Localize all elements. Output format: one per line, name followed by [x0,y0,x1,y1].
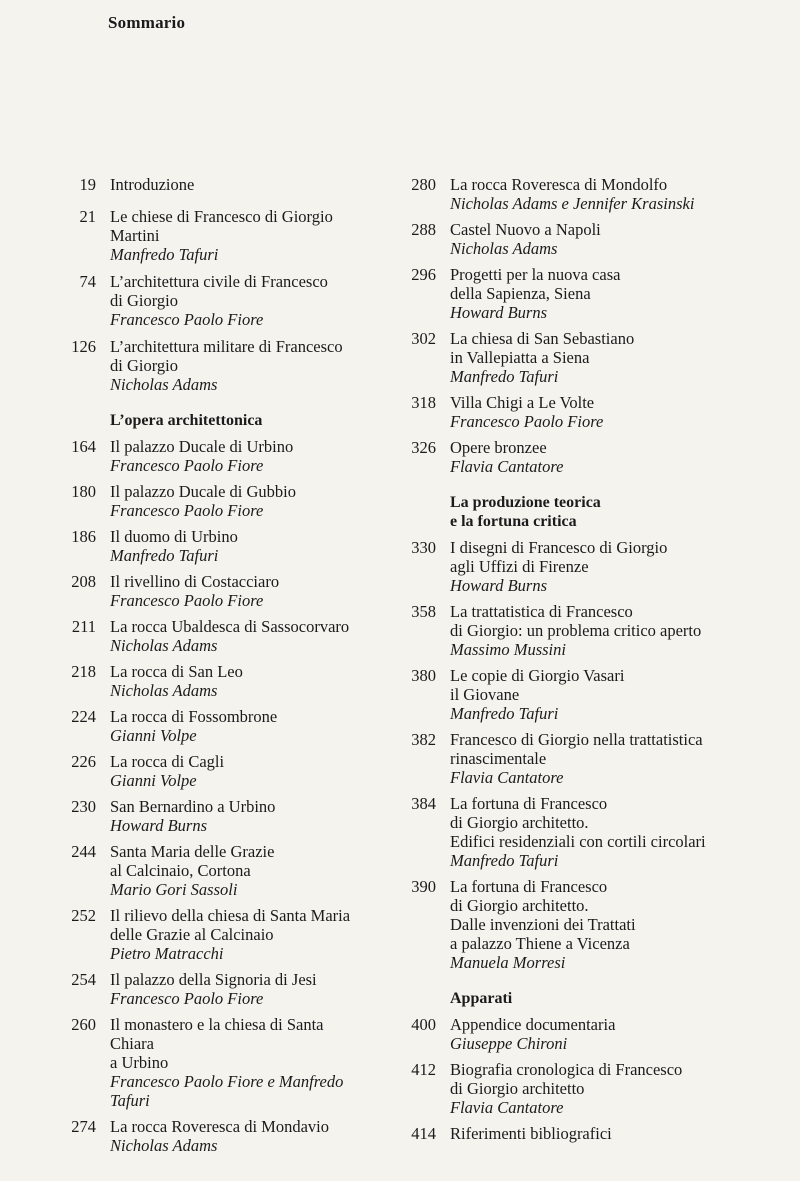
toc-entry [62,272,362,329]
toc-entry [62,707,362,745]
entry-title: Opere bronzee [450,438,547,457]
entry-author: Howard Burns [450,576,548,595]
toc-entry [402,794,732,870]
entry-title: La fortuna di Francesco di Giorgio architetto. Dalle invenzioni dei Trattati a palazzo Thiene a Vicenza [450,877,636,953]
entry-title: La rocca Roveresca di Mondavio [110,1117,329,1136]
toc-entry [402,1060,732,1117]
page-number: 318 [411,393,436,412]
toc-entry [402,730,732,787]
toc-entry [62,1015,362,1110]
page-number: 208 [71,572,96,591]
entry-title: La fortuna di Francesco di Giorgio architetto. Edifici residenziali con cortili circolari [450,794,706,851]
toc-entry [62,437,362,475]
page-number: 211 [71,617,96,636]
page-number: 164 [71,437,96,456]
entry-title: La trattatistica di Francesco di Giorgio: un problema critico aperto [450,602,702,640]
page-number: 384 [411,794,436,813]
toc-entry [402,538,732,595]
page-number: 330 [411,538,436,557]
entry-title: L’architettura militare di Francesco di Giorgio [110,337,343,375]
entry-author: Nicholas Adams [110,1136,218,1155]
entry-title: L’architettura civile di Francesco di Giorgio [110,272,328,310]
page-number: 382 [411,730,436,749]
entry-title: Il rivellino di Costacciaro [110,572,280,591]
page-number: 260 [71,1015,96,1034]
page-number: 288 [411,220,436,239]
toc-entry [402,393,732,431]
entry-author: Flavia Cantatore [450,768,564,787]
page-number: 218 [71,662,96,681]
entry-author: Francesco Paolo Fiore [110,501,264,520]
page-number: 21 [79,207,96,226]
page-number: 244 [71,842,96,861]
entry-title: Il palazzo Ducale di Gubbio [110,482,297,501]
toc-entry [402,877,732,972]
page-number: 274 [71,1117,96,1136]
entry-author: Howard Burns [450,303,548,322]
entry-title: Santa Maria delle Grazie al Calcinaio, Cortona [110,842,275,880]
page-number: 414 [411,1124,436,1143]
entry-title: Le copie di Giorgio Vasari il Giovane [450,666,625,704]
page-number: 186 [71,527,96,546]
toc-entry [62,337,362,394]
page-number: 400 [411,1015,436,1034]
entry-title: Le chiese di Francesco di Giorgio Martini [110,207,333,245]
toc-column-left [62,175,362,1155]
page-number: 19 [79,175,96,194]
section-heading: La produzione teorica e la fortuna critica [450,494,601,530]
toc-entry [402,438,732,476]
entry-title: Appendice documentaria [450,1015,616,1034]
page-number: 296 [411,265,436,284]
entry-author: Manfredo Tafuri [450,851,559,870]
toc-entry [402,265,732,322]
toc-entry [62,752,362,790]
toc-entry [62,207,362,264]
entry-title: La rocca Roveresca di Mondolfo [450,175,668,194]
entry-author: Giuseppe Chironi [450,1034,568,1053]
toc-entry [402,1015,732,1053]
entry-author: Francesco Paolo Fiore [110,456,264,475]
entry-title: Il rilievo della chiesa di Santa Maria delle Grazie al Calcinaio [110,906,351,944]
entry-title: La rocca di San Leo [110,662,243,681]
section-heading: Apparati [450,990,513,1007]
toc-entry [62,970,362,1008]
toc-entry [402,602,732,659]
entry-title: I disegni di Francesco di Giorgio agli Uffizi di Firenze [450,538,668,576]
entry-title: Biografia cronologica di Francesco di Giorgio architetto [450,1060,683,1098]
entry-title: San Bernardino a Urbino [110,797,276,816]
page-number: 280 [411,175,436,194]
page-number: 390 [411,877,436,896]
entry-author: Howard Burns [110,816,208,835]
page-number: 326 [411,438,436,457]
entry-author: Nicholas Adams [110,681,218,700]
entry-title: Il monastero e la chiesa di Santa Chiara a Urbino [110,1015,324,1072]
entry-author: Francesco Paolo Fiore [450,412,604,431]
entry-author: Manfredo Tafuri [110,546,219,565]
toc-entry [62,527,362,565]
entry-title: Il duomo di Urbino [110,527,238,546]
page-number: 254 [71,970,96,989]
toc-entry [62,662,362,700]
entry-title: La chiesa di San Sebastiano in Vallepiatta a Siena [450,329,635,367]
entry-author: Pietro Matracchi [110,944,224,963]
page-number: 224 [71,707,96,726]
entry-author: Gianni Volpe [110,771,197,790]
entry-author: Gianni Volpe [110,726,197,745]
page-number: 180 [71,482,96,501]
entry-author: Francesco Paolo Fiore e Manfredo Tafuri [110,1072,344,1110]
entry-author: Francesco Paolo Fiore [110,989,264,1008]
toc-entry [62,175,362,194]
page-number: 412 [411,1060,436,1079]
page-title: Sommario [108,13,186,32]
toc-entry [62,482,362,520]
entry-author: Flavia Cantatore [450,1098,564,1117]
toc-entry [402,329,732,386]
page-number: 358 [411,602,436,621]
entry-title: Castel Nuovo a Napoli [450,220,601,239]
page-number: 126 [71,337,96,356]
section-heading: L’opera architettonica [110,412,263,429]
entry-author: Massimo Mussini [450,640,566,659]
page-number: 230 [71,797,96,816]
toc-entry [62,906,362,963]
toc-entry [402,175,732,213]
entry-author: Flavia Cantatore [450,457,564,476]
page-number: 302 [411,329,436,348]
entry-title: Il palazzo della Signoria di Jesi [110,970,317,989]
entry-author: Nicholas Adams e Jennifer Krasinski [450,194,695,213]
page-number: 226 [71,752,96,771]
entry-author: Nicholas Adams [450,239,558,258]
page-number: 252 [71,906,96,925]
entry-title: Villa Chigi a Le Volte [450,393,595,412]
entry-title: La rocca di Cagli [110,752,225,771]
toc-column-right [402,175,732,1143]
entry-title: Riferimenti bibliografici [450,1124,612,1143]
entry-title: Introduzione [110,175,195,194]
toc-entry [62,572,362,610]
entry-title: Il palazzo Ducale di Urbino [110,437,294,456]
toc-entry [62,797,362,835]
entry-title: La rocca di Fossombrone [110,707,278,726]
toc-entry [62,1117,362,1155]
entry-title: Francesco di Giorgio nella trattatistica rinascimentale [450,730,703,768]
entry-author: Nicholas Adams [110,636,218,655]
entry-author: Manfredo Tafuri [450,367,559,386]
entry-author: Francesco Paolo Fiore [110,591,264,610]
entry-title: Progetti per la nuova casa della Sapienza, Siena [450,265,621,303]
entry-author: Manfredo Tafuri [110,245,219,264]
toc-entry [62,617,362,655]
toc-entry [402,1124,732,1143]
entry-author: Francesco Paolo Fiore [110,310,264,329]
entry-author: Nicholas Adams [110,375,218,394]
entry-title: La rocca Ubaldesca di Sassocorvaro [110,617,350,636]
toc-entry [62,842,362,899]
toc-entry [402,666,732,723]
toc-entry [402,220,732,258]
entry-author: Manfredo Tafuri [450,704,559,723]
page-number: 380 [411,666,436,685]
entry-author: Manuela Morresi [450,953,566,972]
page-number: 74 [79,272,96,291]
entry-author: Mario Gori Sassoli [110,880,238,899]
